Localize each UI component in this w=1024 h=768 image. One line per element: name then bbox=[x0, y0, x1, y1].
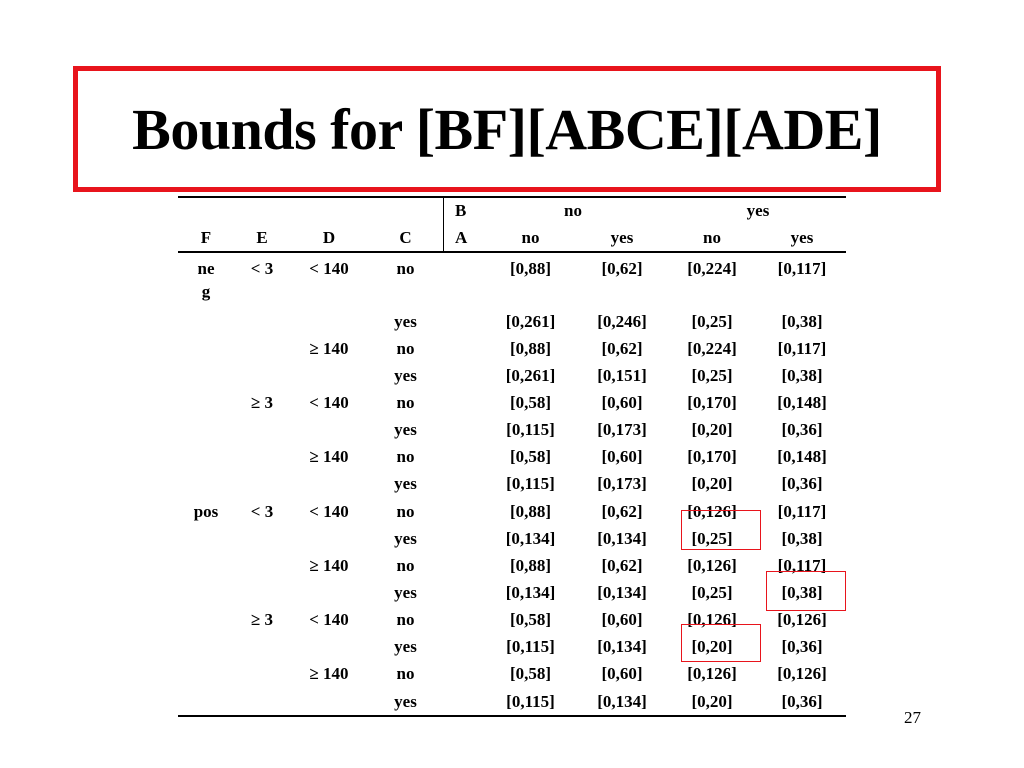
bound-cell: [0,170] bbox=[687, 447, 737, 467]
factor-c-cell: yes bbox=[394, 691, 417, 711]
bound-cell: [0,117] bbox=[777, 338, 827, 358]
factor-f-cell bbox=[178, 688, 234, 715]
bound-cell: [0,20] bbox=[691, 420, 733, 440]
table-row bbox=[178, 362, 846, 389]
factor-d-cell: ≥ 140 bbox=[309, 555, 349, 575]
factor-e-cell: ≥ 3 bbox=[250, 610, 274, 630]
factor-f-cell bbox=[178, 417, 234, 444]
factor-f-cell bbox=[178, 362, 234, 389]
bound-cell: [0,88] bbox=[509, 501, 552, 521]
bound-cell: [0,261] bbox=[505, 311, 556, 331]
factor-d-cell: < 140 bbox=[309, 259, 349, 278]
factor-c-cell: no bbox=[396, 338, 415, 358]
factor-e-cell: < 3 bbox=[250, 259, 274, 278]
factor-f-cell bbox=[178, 471, 234, 498]
table-row bbox=[178, 444, 846, 471]
bound-cell: [0,134] bbox=[597, 528, 647, 548]
table-row bbox=[178, 579, 846, 606]
factor-e-cell bbox=[234, 661, 290, 688]
factor-c-cell: no bbox=[396, 610, 415, 630]
bound-cell: [0,115] bbox=[506, 474, 555, 494]
factor-d-cell bbox=[290, 471, 368, 498]
factor-f-cell bbox=[178, 661, 234, 688]
table-body bbox=[178, 253, 846, 715]
header-e: E bbox=[256, 227, 268, 247]
factor-c-cell: yes bbox=[394, 365, 417, 385]
factor-f-cell: ne g bbox=[197, 259, 215, 301]
factor-e-cell bbox=[234, 525, 290, 552]
bound-cell: [0,126] bbox=[777, 664, 827, 684]
slide-title: Bounds for [BF][ABCE][ADE] bbox=[132, 96, 882, 162]
bound-cell: [0,60] bbox=[601, 610, 643, 630]
factor-c-cell: yes bbox=[394, 637, 417, 657]
bound-cell: [0,36] bbox=[781, 420, 823, 440]
factor-c-cell: yes bbox=[394, 528, 417, 548]
factor-c-cell: yes bbox=[394, 311, 417, 331]
bound-cell: [0,25] bbox=[691, 582, 733, 602]
bound-cell: [0,58] bbox=[509, 664, 552, 684]
table-row bbox=[178, 688, 846, 715]
bound-cell: [0,134] bbox=[505, 582, 556, 602]
factor-d-cell: < 140 bbox=[309, 501, 349, 521]
factor-c-cell: no bbox=[396, 259, 415, 278]
page-number: 27 bbox=[904, 708, 921, 727]
bound-cell: [0,36] bbox=[781, 474, 823, 494]
bound-cell: [0,224] bbox=[687, 259, 737, 278]
factor-d-cell bbox=[290, 308, 368, 335]
bound-cell: [0,62] bbox=[601, 259, 643, 278]
factor-d-cell: < 140 bbox=[309, 392, 349, 412]
bound-cell: [0,115] bbox=[506, 691, 555, 711]
bound-cell: [0,134] bbox=[505, 528, 556, 548]
bound-cell: [0,58] bbox=[509, 610, 552, 630]
bound-cell: [0,88] bbox=[509, 555, 552, 575]
header-a-value: no bbox=[703, 227, 721, 247]
factor-e-cell bbox=[234, 444, 290, 471]
factor-d-cell bbox=[290, 688, 368, 715]
factor-e-cell: ≥ 3 bbox=[250, 392, 274, 412]
header-f: F bbox=[200, 227, 212, 247]
bound-cell: [0,134] bbox=[597, 582, 647, 602]
header-b-yes: yes bbox=[746, 201, 770, 220]
bound-cell: [0,25] bbox=[691, 528, 733, 548]
bound-cell: [0,115] bbox=[506, 637, 555, 657]
factor-c-cell: no bbox=[396, 664, 415, 684]
bound-cell: [0,62] bbox=[601, 501, 643, 521]
bound-cell: [0,126] bbox=[687, 664, 737, 684]
factor-f-cell bbox=[178, 389, 234, 416]
factor-d-cell: ≥ 140 bbox=[309, 664, 349, 684]
bound-cell: [0,62] bbox=[601, 338, 643, 358]
header-a-label: A bbox=[455, 227, 468, 247]
bound-cell: [0,38] bbox=[781, 365, 823, 385]
factor-e-cell bbox=[234, 417, 290, 444]
bound-cell: [0,38] bbox=[781, 311, 823, 331]
factor-d-cell: ≥ 140 bbox=[309, 338, 349, 358]
table-row bbox=[178, 389, 846, 416]
factor-c-cell: no bbox=[396, 555, 415, 575]
bound-cell: [0,134] bbox=[597, 637, 647, 657]
bound-cell: [0,36] bbox=[781, 637, 823, 657]
bound-cell: [0,126] bbox=[687, 501, 737, 521]
table-row bbox=[178, 498, 846, 525]
bound-cell: [0,134] bbox=[597, 691, 647, 711]
header-b-no: no bbox=[564, 201, 582, 220]
factor-d-cell bbox=[290, 525, 368, 552]
table-row bbox=[178, 417, 846, 444]
factor-e-cell bbox=[234, 362, 290, 389]
bound-cell: [0,115] bbox=[506, 420, 555, 440]
header-row-b bbox=[178, 198, 846, 224]
factor-e-cell bbox=[234, 552, 290, 579]
header-row-a bbox=[178, 224, 846, 253]
table-row bbox=[178, 308, 846, 335]
factor-c-cell: yes bbox=[394, 582, 417, 602]
factor-e-cell bbox=[234, 634, 290, 661]
table-row bbox=[178, 634, 846, 661]
factor-e-cell bbox=[234, 471, 290, 498]
header-a-value: yes bbox=[610, 227, 634, 247]
bound-cell: [0,62] bbox=[601, 555, 643, 575]
bound-cell: [0,20] bbox=[691, 474, 733, 494]
table-row bbox=[178, 253, 846, 308]
factor-f-cell bbox=[178, 634, 234, 661]
factor-c-cell: yes bbox=[394, 474, 417, 494]
bound-cell: [0,261] bbox=[505, 365, 556, 385]
bound-cell: [0,20] bbox=[691, 691, 733, 711]
bound-cell: [0,58] bbox=[509, 392, 552, 412]
bound-cell: [0,58] bbox=[509, 447, 552, 467]
factor-d-cell bbox=[290, 634, 368, 661]
factor-c-cell: no bbox=[396, 392, 415, 412]
factor-e-cell bbox=[234, 688, 290, 715]
factor-f-cell bbox=[178, 579, 234, 606]
factor-d-cell bbox=[290, 362, 368, 389]
table-row bbox=[178, 552, 846, 579]
factor-f-cell bbox=[178, 335, 234, 362]
table-row bbox=[178, 607, 846, 634]
bound-cell: [0,60] bbox=[601, 392, 643, 412]
bound-cell: [0,25] bbox=[691, 311, 733, 331]
factor-f-cell bbox=[178, 607, 234, 634]
bound-cell: [0,148] bbox=[777, 392, 827, 412]
bound-cell: [0,173] bbox=[597, 420, 647, 440]
bound-cell: [0,88] bbox=[509, 259, 552, 278]
bound-cell: [0,246] bbox=[597, 311, 647, 331]
bound-cell: [0,20] bbox=[691, 637, 733, 657]
header-a-value: yes bbox=[790, 227, 814, 247]
bound-cell: [0,148] bbox=[777, 447, 827, 467]
table-row bbox=[178, 661, 846, 688]
bound-cell: [0,60] bbox=[601, 447, 643, 467]
bound-cell: [0,151] bbox=[597, 365, 647, 385]
bound-cell: [0,126] bbox=[777, 610, 827, 630]
factor-f-cell: pos bbox=[193, 501, 219, 521]
bound-cell: [0,117] bbox=[777, 501, 827, 521]
header-c: C bbox=[399, 227, 412, 247]
bound-cell: [0,170] bbox=[687, 392, 737, 412]
bound-cell: [0,224] bbox=[687, 338, 737, 358]
factor-f-cell bbox=[178, 552, 234, 579]
table-row bbox=[178, 471, 846, 498]
bound-cell: [0,117] bbox=[777, 555, 827, 575]
factor-d-cell: ≥ 140 bbox=[309, 447, 349, 467]
bound-cell: [0,117] bbox=[777, 259, 827, 278]
factor-e-cell bbox=[234, 335, 290, 362]
factor-c-cell: no bbox=[396, 501, 415, 521]
bound-cell: [0,173] bbox=[597, 474, 647, 494]
bound-cell: [0,25] bbox=[691, 365, 733, 385]
header-d: D bbox=[322, 227, 336, 247]
title-frame bbox=[73, 66, 941, 192]
bounds-table bbox=[178, 196, 846, 717]
factor-d-cell: < 140 bbox=[309, 610, 349, 630]
factor-f-cell bbox=[178, 444, 234, 471]
factor-e-cell bbox=[234, 579, 290, 606]
factor-c-cell: no bbox=[396, 447, 415, 467]
bound-cell: [0,88] bbox=[509, 338, 552, 358]
factor-e-cell bbox=[234, 308, 290, 335]
factor-f-cell bbox=[178, 308, 234, 335]
bound-cell: [0,38] bbox=[781, 528, 823, 548]
table-row bbox=[178, 525, 846, 552]
header-a-value: no bbox=[521, 227, 540, 247]
bound-cell: [0,36] bbox=[781, 691, 823, 711]
factor-e-cell: < 3 bbox=[250, 501, 274, 521]
factor-d-cell bbox=[290, 579, 368, 606]
bound-cell: [0,38] bbox=[781, 582, 823, 602]
bound-cell: [0,60] bbox=[601, 664, 643, 684]
bound-cell: [0,126] bbox=[687, 555, 737, 575]
factor-f-cell bbox=[178, 525, 234, 552]
header-b-label: B bbox=[455, 201, 467, 220]
factor-d-cell bbox=[290, 417, 368, 444]
factor-c-cell: yes bbox=[394, 420, 417, 440]
bound-cell: [0,126] bbox=[687, 610, 737, 630]
table-row bbox=[178, 335, 846, 362]
